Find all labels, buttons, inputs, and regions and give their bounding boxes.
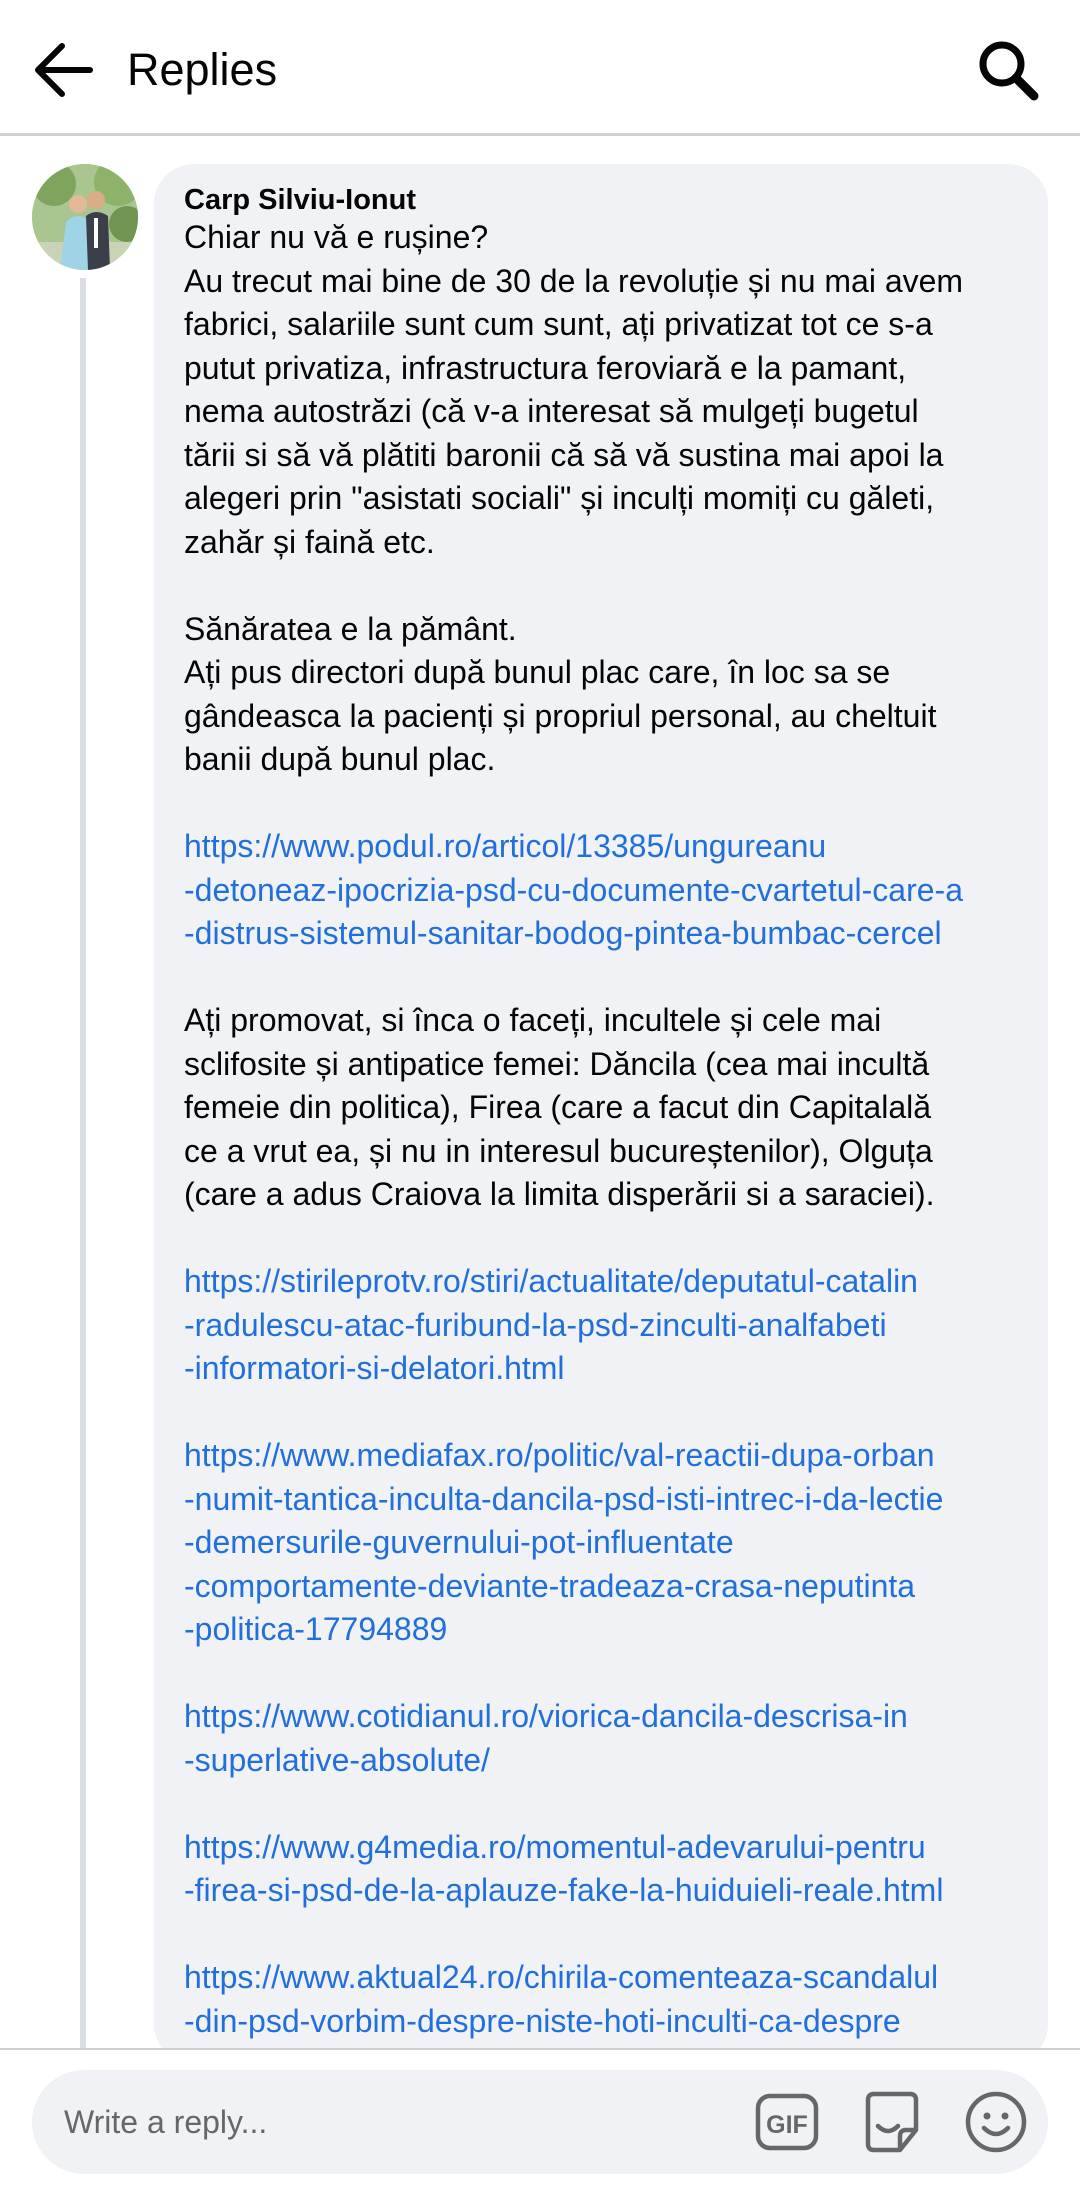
reply-composer xyxy=(0,2048,1080,2186)
thread-line xyxy=(80,278,86,2048)
comment-bubble xyxy=(154,164,1048,2064)
page-title: Replies xyxy=(127,44,278,95)
comment-paragraph: Ați promovat, si înca o faceți, incultele și cele mai sclifosite și antipatice femei: Dăncila (cea mai incultă femeie din politica), Firea (care a facut din Capitalală ce a vrut ea, și nu in interesul bucureștenilor), Olguța (care a adus Craiova la limita disperării si a saraciei). xyxy=(184,1002,935,1212)
gif-button[interactable] xyxy=(754,2092,820,2152)
back-button[interactable] xyxy=(28,34,100,106)
comment-link[interactable]: https://www.g4media.ro/momentul-adevarului-pentru -firea-si-psd-de-la-aplauze-fake-la-huiduieli-reale.html xyxy=(184,1828,944,1908)
reply-placeholder: Write a reply... xyxy=(64,2104,268,2140)
gif-icon xyxy=(754,2092,820,2152)
search-button[interactable] xyxy=(972,34,1044,106)
comment-link[interactable]: https://www.podul.ro/articol/13385/ungureanu -detoneaz-ipocrizia-psd-cu-documente-cvartetul-care-a -distrus-sistemul-sanitar-bodog-pintea-bumbac-cercel xyxy=(184,828,963,951)
app-header xyxy=(0,0,1080,136)
comment-link[interactable]: https://stirileprotv.ro/stiri/actualitate/deputatul-catalin -radulescu-atac-furibund-la-psd-zinculti-analfabeti -informatori-si-delatori.html xyxy=(184,1263,918,1386)
avatar[interactable] xyxy=(32,164,138,270)
sticker-icon xyxy=(856,2086,928,2158)
comment-paragraph: Chiar nu vă e rușine? Au trecut mai bine de 30 de la revoluție și nu mai avem fabrici, salariile sunt cum sunt, ați privatizat tot ce s-a putut privatiza, infrastructura feroviară e la pamant, nema autostrăzi (că v-a interesat să mulgeți bugetul tării si să vă plătiti baronii că să vă sustina mai apoi la alegeri prin "asistati sociali" și inculți momiți cu găleti, zahăr și faină etc. xyxy=(184,219,964,560)
search-icon xyxy=(972,34,1044,106)
emoji-icon xyxy=(960,2086,1032,2158)
comment-author[interactable]: Carp Silviu-Ionut xyxy=(184,184,416,216)
comment-paragraph: Sănăratea e la pământ. Ați pus directori după bunul plac care, în loc sa se gândeasca la pacienți și propriul personal, au cheltuit banii după bunul plac. xyxy=(184,610,937,777)
comment-link[interactable]: https://www.aktual24.ro/chirila-comenteaza-scandalul -din-psd-vorbim-despre-niste-hoti-inculti-ca-despre xyxy=(184,1959,939,2039)
reply-input[interactable] xyxy=(32,2070,1048,2174)
comment-body xyxy=(184,216,1034,2043)
comment-link[interactable]: https://www.mediafax.ro/politic/val-reactii-dupa-orban -numit-tantica-inculta-dancila-psd-isti-intrec-i-da-lectie -demersurile-guvernului-pot-influentate -comportamente-deviante-tradeaza-crasa-neputinta -politica-17794889 xyxy=(184,1437,944,1647)
profile-photo xyxy=(32,164,138,270)
comment-link[interactable]: https://www.cotidianul.ro/viorica-dancila-descrisa-in -superlative-absolute/ xyxy=(184,1698,908,1778)
sticker-button[interactable] xyxy=(856,2086,928,2158)
emoji-button[interactable] xyxy=(960,2086,1032,2158)
gif-label: GIF xyxy=(766,2111,808,2139)
arrow-left-icon xyxy=(28,34,100,106)
